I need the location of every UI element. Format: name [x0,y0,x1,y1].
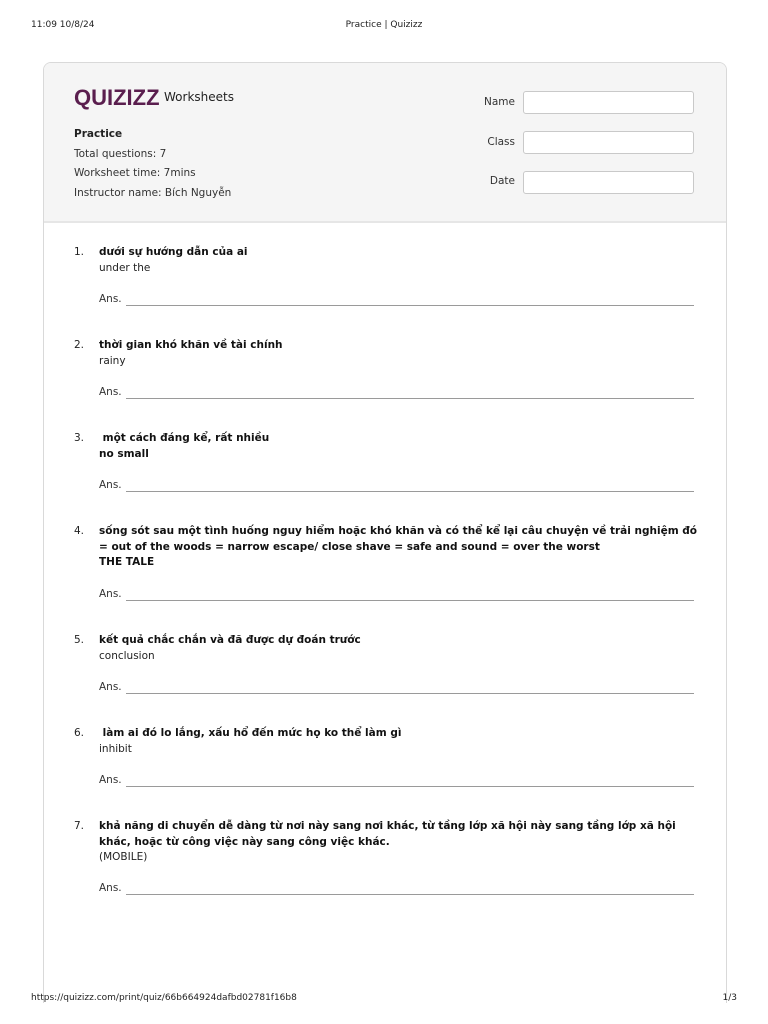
answer-row[interactable] [99,680,694,696]
question-prompt: một cách đáng kể, rất nhiều [99,432,270,444]
answer-label: Ans. [99,293,122,305]
answer-label: Ans. [99,774,122,786]
page-number: 1/3 [722,993,737,1003]
print-url: https://quizizz.com/print/quiz/66b664924dafbd02781f16b8 [31,993,297,1003]
print-title: Practice | Quizizz [345,20,423,30]
question-hint: conclusion [99,649,155,662]
date-label: Date [489,175,515,187]
question-hint: rainy [99,354,126,367]
question-number: 1. [74,246,85,258]
question-prompt: khả năng di chuyển dễ dàng từ nơi này sang nơi khác, từ tầng lớp xã hội này sang tầng lớp xã hội khác, hoặc từ công việc này sang công việc khác. [99,820,676,848]
answer-line[interactable] [126,398,694,399]
worksheet-header [44,63,726,223]
question-number: 7. [74,820,85,832]
answer-label: Ans. [99,882,122,894]
question-hint: THE TALE [99,556,155,568]
quizizz-logo [74,85,160,111]
answer-row[interactable] [99,478,694,494]
question-hint: (MOBILE) [99,851,148,863]
answer-row[interactable] [99,385,694,401]
question-prompt: dưới sự hướng dẫn của ai [99,246,248,258]
print-header [31,20,737,32]
question-synonyms: = out of the woods = narrow escape/ close shave = safe and sound = over the worst [99,540,600,553]
question-prompt: thời gian khó khăn về tài chính [99,339,283,351]
answer-label: Ans. [99,588,122,600]
answer-line[interactable] [126,693,694,694]
question-prompt: kết quả chắc chắn và đã được dự đoán trước [99,634,361,646]
class-label: Class [487,136,515,148]
answer-line[interactable] [126,491,694,492]
answer-row[interactable] [99,881,694,897]
name-field[interactable] [523,91,694,114]
question-hint: inhibit [99,742,132,755]
print-footer [31,993,737,1005]
question-number: 5. [74,634,85,646]
answer-row[interactable] [99,292,694,308]
class-field[interactable] [523,131,694,154]
answer-line[interactable] [126,894,694,895]
answer-label: Ans. [99,681,122,693]
worksheet [43,62,727,1003]
question-prompt: sống sót sau một tình huống nguy hiểm hoặc khó khăn và có thể kể lại câu chuyện về trải nghiệm đó [99,525,698,537]
answer-label: Ans. [99,386,122,398]
name-label: Name [484,96,515,108]
question-prompt: làm ai đó lo lắng, xấu hổ đến mức họ ko thể làm gì [99,727,402,739]
answer-row[interactable] [99,587,694,603]
date-field[interactable] [523,171,694,194]
worksheet-time: Worksheet time: 7mins [74,167,196,179]
instructor-name: Instructor name: Bích Nguyễn [74,186,232,199]
answer-line[interactable] [126,786,694,787]
question-number: 2. [74,339,85,351]
question-hint: no small [99,447,149,460]
question-number: 3. [74,432,85,444]
print-datetime: 11:09 10/8/24 [31,20,95,30]
quizizz-logo-text: QUIZIZZ [74,85,160,110]
total-questions: Total questions: 7 [74,147,167,160]
answer-line[interactable] [126,305,694,306]
worksheet-meta [74,125,231,203]
answer-line[interactable] [126,600,694,601]
question-number: 6. [74,727,85,739]
product-name: Worksheets [164,90,234,104]
answer-label: Ans. [99,479,122,491]
question-number: 4. [74,525,85,537]
worksheet-title: Practice [74,128,123,140]
question-hint: under the [99,261,151,274]
answer-row[interactable] [99,773,694,789]
